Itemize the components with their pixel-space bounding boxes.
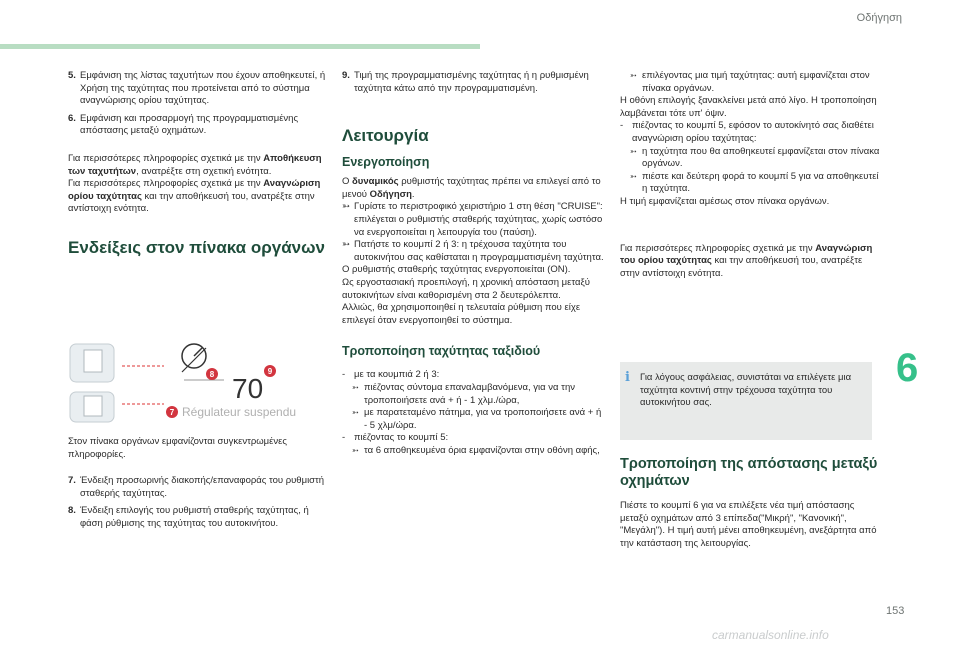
- paragraph: Ο δυναμικός ρυθμιστής ταχύτητας πρέπει να επιλεγεί από το μενού Οδήγηση.: [342, 176, 601, 200]
- paragraph: Για περισσότερες πληροφορίες σχετικά με την Αναγνώριση του ορίου ταχύτητας και την αποθήκευσή του, ανατρέξτε στην αντίστοιχη ενότητα.: [620, 242, 873, 279]
- column-left-lower: [68, 436, 330, 536]
- column-left: [68, 70, 330, 258]
- paragraph: Ο ρυθμιστής σταθερής ταχύτητας ενεργοποιείται (ON).: [342, 264, 571, 276]
- chapter-number: 6: [896, 346, 919, 390]
- paragraph: Αλλιώς, θα χρησιμοποιηθεί η τελευταία ρύθμιση που είχε επιλεγεί όταν ενεργοποιηθεί το σύστημα.: [342, 302, 581, 326]
- instruction: ➳ τα 6 αποθηκευμένα όρια εμφανίζονται στην οθόνη αφής,: [352, 444, 600, 456]
- column-right-lower: [620, 456, 882, 550]
- info-icon: i: [625, 370, 630, 385]
- list-item: 5. Εμφάνιση της λίστας ταχυτήτων που έχουν αποθηκευτεί, ή Χρήση της ταχύτητας που προτείνεται από το σύστημα αναγνώρισης ορίου ταχύτητας.: [68, 70, 326, 107]
- safety-note-box: [620, 362, 872, 440]
- svg-text:7: 7: [169, 408, 175, 417]
- instruction: ➳ Πατήστε το κουμπί 2 ή 3: η τρέχουσα ταχύτητα του αυτοκινήτου σας καθίσταται η προγραμματισμένη ταχύτητα.: [342, 239, 604, 263]
- watermark: carmanualsonline.info: [712, 628, 829, 642]
- list-item: 9. Τιμή της προγραμματισμένης ταχύτητας ή η ρυθμισμένη ταχύτητα κάτω από την προγραμματισμένη.: [342, 70, 589, 94]
- subsection-heading: Ενεργοποίηση: [342, 155, 430, 170]
- instruction: ➳ με παρατεταμένο πάτημα, για να τροποποιήσετε ανά + ή - 5 χλμ/ώρα.: [352, 407, 602, 431]
- svg-text:9: 9: [267, 367, 273, 376]
- header-accent-bar: [0, 44, 480, 49]
- safety-note-text: Για λόγους ασφάλειας, συνιστάται να επιλέγετε μια ταχύτητα κοντινή στην τρέχουσα ταχύτητα του αυτοκινήτου σας.: [640, 372, 852, 409]
- paragraph: Η οθόνη επιλογής ξανακλείνει μετά από λίγο. Η τροποποίηση λαμβάνεται τότε υπ' όψιν.: [620, 95, 877, 119]
- cruise-status-text: Régulateur suspendu: [182, 405, 297, 419]
- section-heading: Λειτουργία: [342, 126, 429, 146]
- section-heading: Ενδείξεις στον πίνακα οργάνων: [68, 237, 325, 257]
- list-item: 8. Ένδειξη επιλογής του ρυθμιστή σταθερής ταχύτητας, ή φάση ρύθμισης της ταχύτητας του αυτοκινήτου.: [68, 505, 309, 529]
- instruction: ➳ πιέζοντας σύντομα επαναλαμβανόμενα, για να την τροποποιήσετε ανά + ή - 1 χλμ./ώρα,: [352, 381, 575, 406]
- paragraph: Για περισσότερες πληροφορίες σχετικά με την Αποθήκευση των ταχυτήτων, ανατρέξτε στη σχετική ενότητα.: [68, 152, 322, 177]
- list-item: 6. Εμφάνιση και προσαρμογή της προγραμματισμένης απόστασης μεταξύ οχημάτων.: [68, 112, 299, 137]
- paragraph: Ως εργοστασιακή προεπιλογή, η χρονική απόσταση μεταξύ αυτοκινήτων είναι καθορισμένη στα 2 δευτερόλεπτα.: [342, 276, 590, 301]
- paragraph: Στον πίνακα οργάνων εμφανίζονται συγκεντρωμένες πληροφορίες.: [68, 436, 287, 460]
- page-number: 153: [886, 605, 905, 617]
- paragraph: Για περισσότερες πληροφορίες σχετικά με την Αναγνώριση ορίου ταχύτητας και την αποθήκευσή του, ανατρέξτε στην αντίστοιχη ενότητα.: [68, 178, 321, 215]
- svg-text:8: 8: [209, 370, 215, 379]
- instruction: - πιέζοντας το κουμπί 5:: [342, 432, 449, 444]
- instruction: ➳ η ταχύτητα που θα αποθηκευτεί εμφανίζεται στον πίνακα οργάνων.: [630, 145, 880, 170]
- subsection-heading: Τροποποίηση ταχύτητας ταξιδιού: [342, 344, 541, 359]
- section-title: Οδήγηση: [856, 12, 902, 24]
- instrument-panel-illustration: [64, 336, 326, 428]
- column-right: [620, 70, 882, 280]
- paragraph: Η τιμή εμφανίζεται αμέσως στον πίνακα οργάνων.: [620, 195, 830, 207]
- set-speed-value: 70: [232, 373, 264, 404]
- instruction: ➳ επιλέγοντας μια τιμή ταχύτητας: αυτή εμφανίζεται στον πίνακα οργάνων.: [630, 70, 870, 94]
- paragraph: Πιέστε το κουμπί 6 για να επιλέξετε νέα τιμή απόστασης μεταξύ οχημάτων από 3 επίπεδα("Μικρή", "Κανονική", "Μεγάλη"). Η τιμή αυτή μένει αποθηκευμένη, ανεξάρτητα από την κατάσταση της λειτουργίας.: [620, 500, 877, 549]
- section-heading: Τροποποίηση της απόστασης μεταξύ οχημάτων: [620, 456, 878, 489]
- instruction: ➳ πιέστε και δεύτερη φορά το κουμπί 5 για να αποθηκευτεί η ταχύτητα.: [630, 170, 879, 195]
- list-item: 7. Ένδειξη προσωρινής διακοπής/επαναφοράς του ρυθμιστή σταθερής ταχύτητας.: [68, 475, 325, 499]
- instruction: ➳ Γυρίστε το περιστροφικό χειριστήριο 1 στη θέση "CRUISE": επιλέγεται ο ρυθμιστής σταθερής ταχύτητας, χωρίς ωστόσο να ενεργοποιείται η λειτουργία του (παύση).: [342, 201, 603, 238]
- instruction: - πιέζοντας το κουμπί 5, εφόσον το αυτοκίνητό σας διαθέτει αναγνώριση ορίου ταχύτητας:: [620, 120, 874, 144]
- column-middle: [342, 70, 606, 457]
- instruction: - με τα κουμπιά 2 ή 3:: [342, 369, 440, 381]
